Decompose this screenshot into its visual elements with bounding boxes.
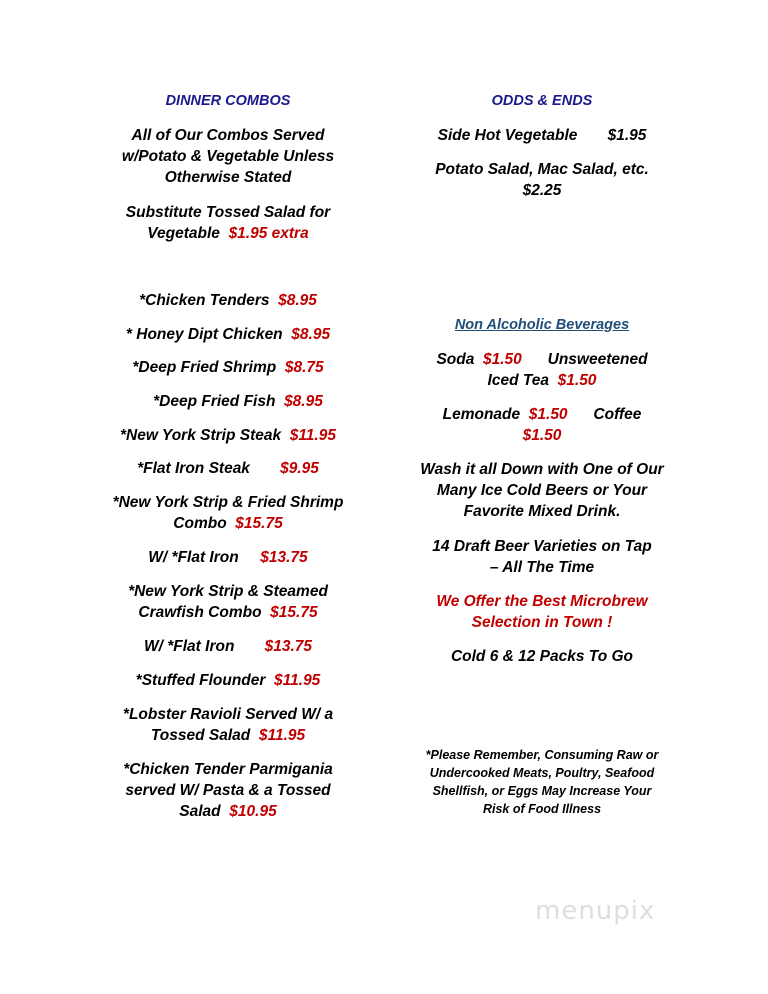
item-price: $15.75	[235, 515, 283, 532]
item-name: *New York Strip Steak	[120, 427, 282, 444]
item-name: Iced Tea	[487, 372, 550, 389]
warning-line: Undercooked Meats, Poultry, Seafood	[429, 766, 655, 780]
item-name: Coffee	[593, 406, 642, 423]
item-price: $8.95	[291, 326, 331, 343]
combos-note-line: Otherwise Stated	[164, 169, 292, 186]
item-name: Combo	[173, 515, 227, 532]
draft-line: 14 Draft Beer Varieties on Tap	[432, 538, 652, 555]
item-price: $11.95	[258, 727, 306, 744]
substitute-label: Vegetable	[147, 225, 220, 242]
item-price: $10.95	[229, 803, 277, 820]
promo-line: Wash it all Down with One of Our	[420, 461, 664, 478]
item-price: $8.95	[284, 393, 323, 410]
odds-ends-heading: ODDS & ENDS	[491, 93, 593, 109]
menu-item	[78, 357, 378, 378]
menu-item	[78, 636, 378, 657]
menu-item-line: *New York Strip & Steamed	[128, 583, 328, 600]
draft-line: – All The Time	[489, 559, 595, 576]
item-name: *Chicken Tenders	[139, 292, 270, 309]
warning-line: Risk of Food Illness	[482, 802, 602, 816]
item-price: $1.50	[522, 427, 562, 444]
menu-item	[78, 458, 378, 479]
item-name: Lemonade	[442, 406, 521, 423]
menu-item	[78, 725, 378, 746]
menu-item	[78, 290, 378, 311]
promo-line: Many Ice Cold Beers or Your	[436, 482, 648, 499]
item-price: $15.75	[270, 604, 318, 621]
menu-item	[78, 547, 378, 568]
item-name: Unsweetened	[547, 351, 648, 368]
item-name: Side Hot Vegetable	[437, 127, 578, 144]
microbrew-line: We Offer the Best Microbrew	[436, 593, 648, 610]
combos-note-line: w/Potato & Vegetable Unless	[121, 148, 335, 165]
item-name: Tossed Salad	[150, 727, 251, 744]
menu-item	[78, 324, 378, 345]
warning-line: *Please Remember, Consuming Raw or	[425, 748, 659, 762]
packs-line: Cold 6 & 12 Packs To Go	[450, 648, 634, 665]
item-price: $13.75	[260, 549, 308, 566]
menupix-watermark: menupix	[535, 896, 656, 926]
microbrew-line: Selection in Town !	[471, 614, 613, 631]
item-price: $13.75	[264, 638, 312, 655]
menu-item-line: Potato Salad, Mac Salad, etc.	[435, 161, 649, 178]
menu-item	[78, 513, 378, 534]
item-price: $11.95	[289, 427, 336, 444]
menu-item-line: served W/ Pasta & a Tossed	[125, 782, 331, 799]
menu-item	[78, 425, 378, 446]
promo-line: Favorite Mixed Drink.	[463, 503, 621, 520]
item-name: W/ *Flat Iron	[148, 549, 239, 566]
warning-line: Shellfish, or Eggs May Increase Your	[432, 784, 652, 798]
menu-item	[392, 125, 692, 146]
item-name: W/ *Flat Iron	[144, 638, 235, 655]
item-name: *Stuffed Flounder	[135, 672, 266, 689]
menu-item	[78, 670, 378, 691]
beverage-line	[392, 370, 692, 391]
menu-item	[88, 391, 388, 412]
substitute-price: $1.95 extra	[228, 225, 309, 242]
item-price: $1.50	[557, 372, 597, 389]
item-price: $1.50	[528, 406, 568, 423]
substitute-note-line	[78, 223, 378, 244]
substitute-note-line: Substitute Tossed Salad for	[125, 204, 331, 221]
item-name: Salad	[179, 803, 221, 820]
item-name: *Flat Iron Steak	[137, 460, 250, 477]
menu-item	[78, 602, 378, 623]
beverage-line	[392, 404, 692, 425]
menu-item-line: *Lobster Ravioli Served W/ a	[122, 706, 334, 723]
item-name: * Honey Dipt Chicken	[125, 326, 283, 343]
menu-item-line: *Chicken Tender Parmigania	[123, 761, 333, 778]
item-price: $1.95	[607, 127, 647, 144]
item-name: Crawfish Combo	[138, 604, 262, 621]
dinner-combos-heading: DINNER COMBOS	[165, 93, 291, 109]
item-name: *Deep Fried Shrimp	[132, 359, 277, 376]
item-price: $9.95	[280, 460, 319, 477]
item-price: $1.50	[482, 351, 522, 368]
item-price: $8.95	[278, 292, 317, 309]
beverage-line	[392, 349, 692, 370]
item-price: $8.75	[284, 359, 324, 376]
menu-item	[78, 801, 378, 822]
menu-item-line: *New York Strip & Fried Shrimp	[112, 494, 344, 511]
item-name: *Deep Fried Fish	[153, 393, 276, 410]
item-price: $11.95	[274, 672, 321, 689]
combos-note-line: All of Our Combos Served	[131, 127, 325, 144]
item-price: $2.25	[522, 182, 562, 199]
item-name: Soda	[436, 351, 475, 368]
beverages-heading: Non Alcoholic Beverages	[454, 317, 630, 333]
